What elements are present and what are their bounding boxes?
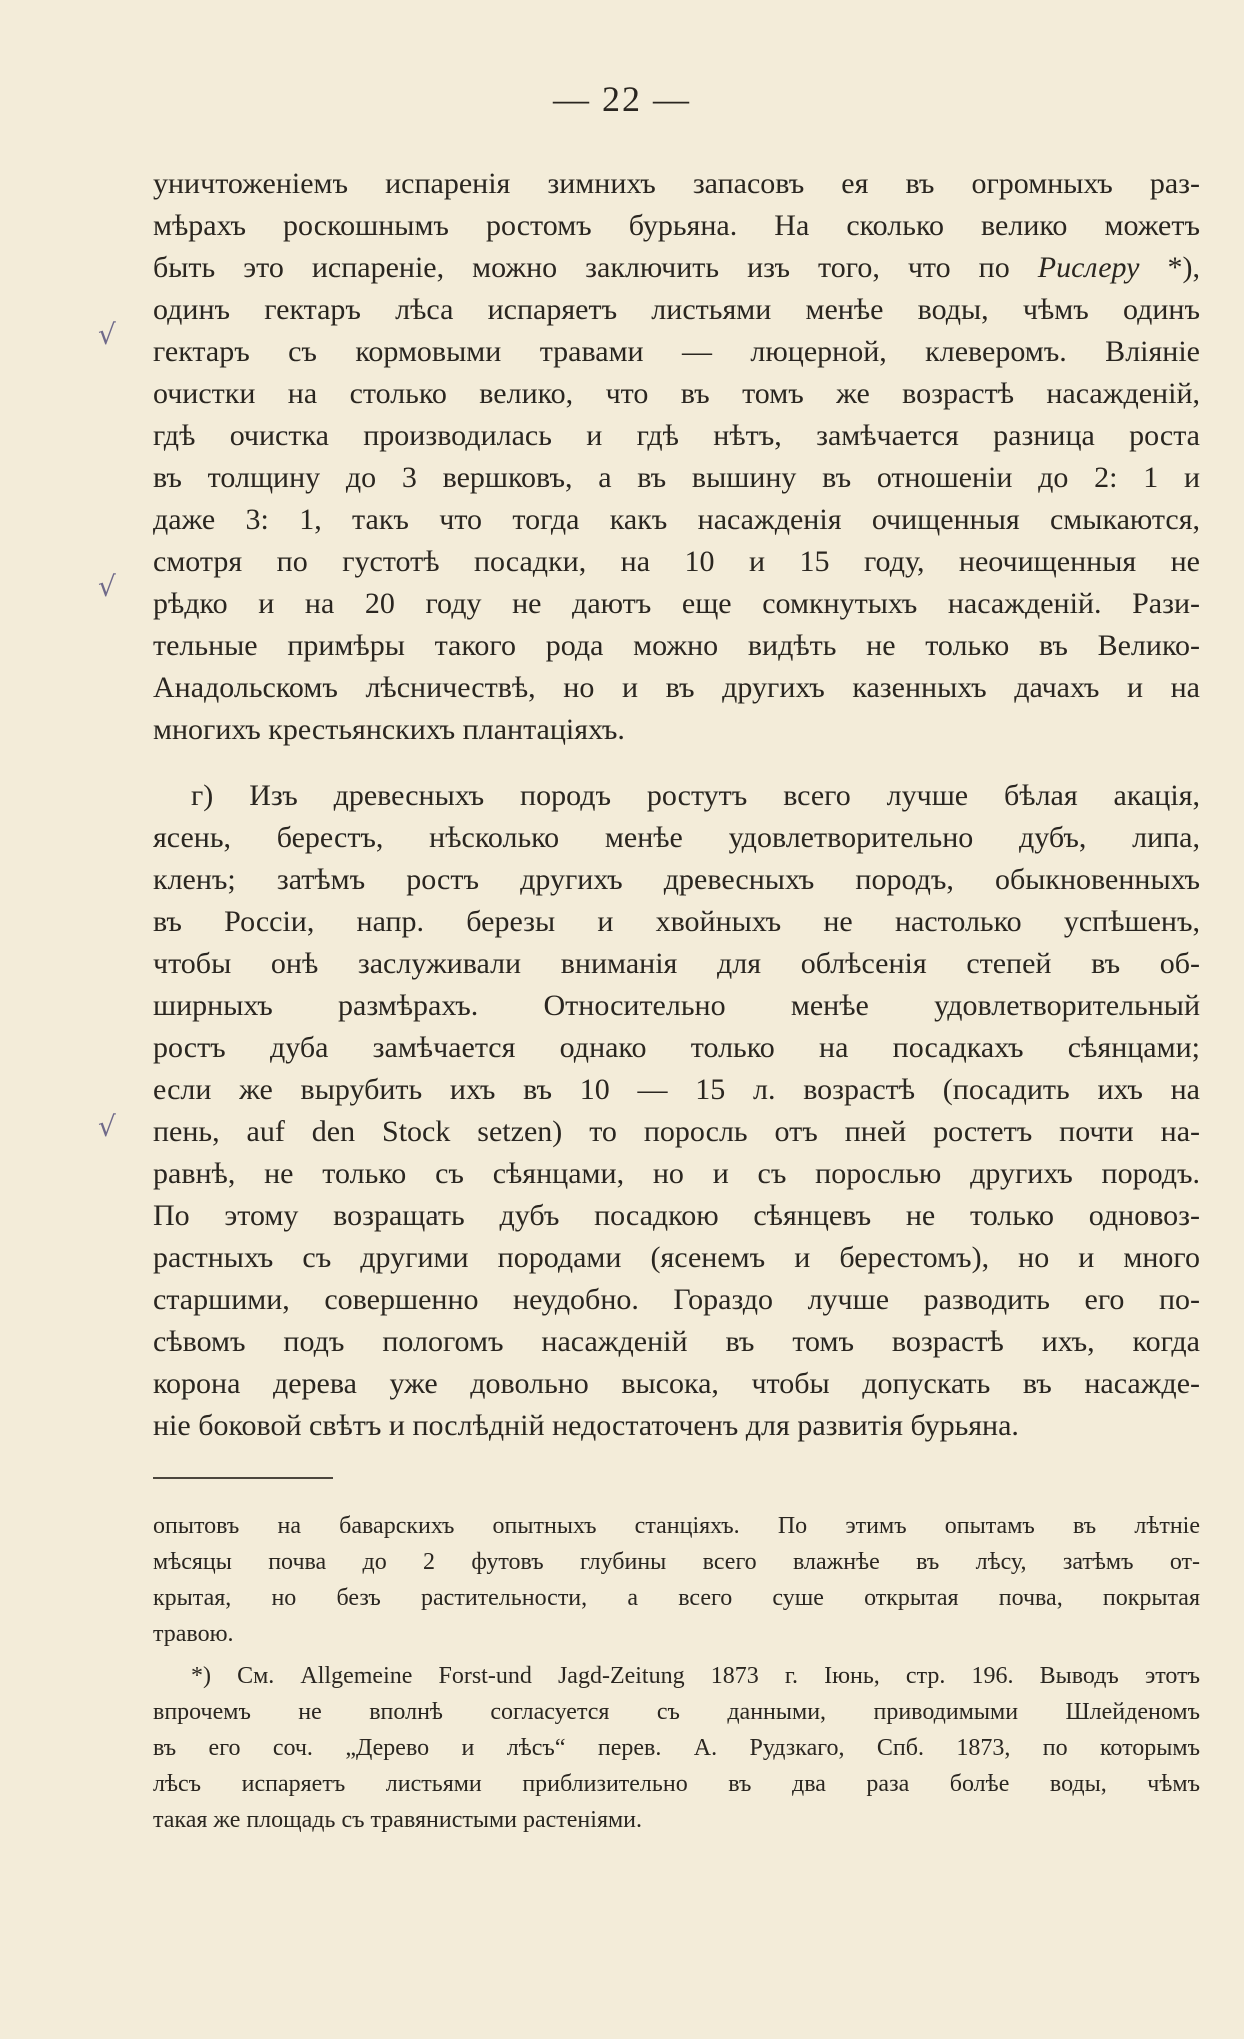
text-line: ясень, берестъ, нѣсколько менѣе удовлетворительно дубъ, липа, xyxy=(153,821,1200,854)
text-line: корона дерева уже довольно высока, чтобы допускать въ насажде- xyxy=(153,1367,1200,1400)
text-line: По этому возращать дубъ посадкою сѣянцевъ не только одновоз- xyxy=(153,1199,1200,1232)
text-line: смотря по густотѣ посадки, на 10 и 15 году, неочищенныя не xyxy=(153,545,1200,578)
text-line: Анадольскомъ лѣсничествѣ, но и въ другихъ казенныхъ дачахъ и на xyxy=(153,671,1200,704)
text-line: равнѣ, не только съ сѣянцами, но и съ порослью другихъ породъ. xyxy=(153,1157,1200,1190)
text-line: такая же площадь съ травянистыми растеніями. xyxy=(153,1807,643,1833)
margin-check-mark: √ xyxy=(98,1110,116,1143)
text-line xyxy=(153,247,1200,289)
footnote-separator xyxy=(153,1477,333,1479)
text-line: г) Изъ древесныхъ породъ ростутъ всего лучше бѣлая акація, xyxy=(191,779,1200,812)
text-line: даже 3: 1, такъ что тогда какъ насажденія очищенныя смыкаются, xyxy=(153,503,1200,536)
main-text xyxy=(153,163,1200,1447)
text-fragment: *), xyxy=(1139,251,1200,284)
text-line: лѣсъ испаряетъ листьями приблизительно въ два раза болѣе воды, чѣмъ xyxy=(153,1771,1200,1797)
text-line: въ толщину до 3 вершковъ, а въ вышину въ отношеніи до 2: 1 и xyxy=(153,461,1200,494)
footnote xyxy=(153,1658,1200,1838)
text-line: старшими, совершенно неудобно. Гораздо лучше разводить его по- xyxy=(153,1283,1200,1316)
text-line: опытовъ на баварскихъ опытныхъ станціяхъ. По этимъ опытамъ въ лѣтніе xyxy=(153,1513,1200,1539)
text-line: чтобы онѣ заслуживали вниманія для облѣсенія степей въ об- xyxy=(153,947,1200,980)
text-line: гдѣ очистка производилась и гдѣ нѣтъ, замѣчается разница роста xyxy=(153,419,1200,452)
text-line: впрочемъ не вполнѣ согласуется съ данными, приводимыми Шлейденомъ xyxy=(153,1699,1200,1725)
text-line: пень, auf den Stock setzen) то поросль отъ пней ростетъ почти на- xyxy=(153,1115,1200,1148)
text-line: если же вырубить ихъ въ 10 — 15 л. возрастѣ (посадить ихъ на xyxy=(153,1073,1200,1106)
text-line: одинъ гектаръ лѣса испаряетъ листьями менѣе воды, чѣмъ одинъ xyxy=(153,293,1200,326)
text-line: ростъ дуба замѣчается однако только на посадкахъ сѣянцами; xyxy=(153,1031,1200,1064)
text-line: мѣрахъ роскошнымъ ростомъ бурьяна. На сколько велико можетъ xyxy=(153,209,1200,242)
footnotes xyxy=(153,1508,1200,1838)
text-line: кленъ; затѣмъ ростъ другихъ древесныхъ породъ, обыкновенныхъ xyxy=(153,863,1200,896)
text-line: *) См. Allgemeine Forst-und Jagd-Zeitung 1873 г. Іюнь, стр. 196. Выводъ этотъ xyxy=(191,1663,1200,1689)
text-line: гектаръ съ кормовыми травами — люцерной, клеверомъ. Вліяніе xyxy=(153,335,1200,368)
text-line: многихъ крестьянскихъ плантаціяхъ. xyxy=(153,713,625,746)
paragraph xyxy=(153,775,1200,1447)
text-line: ніе боковой свѣтъ и послѣдній недостаточенъ для развитія бурьяна. xyxy=(153,1409,1019,1442)
text-line: очистки на столько велико, что въ томъ же возрастѣ насажденій, xyxy=(153,377,1200,410)
text-line: въ Россіи, напр. березы и хвойныхъ не настолько успѣшенъ, xyxy=(153,905,1200,938)
margin-check-mark: √ xyxy=(98,318,116,351)
text-line: уничтоженіемъ испаренія зимнихъ запасовъ ея въ огромныхъ раз- xyxy=(153,167,1200,200)
text-line: мѣсяцы почва до 2 футовъ глубины всего влажнѣе въ лѣсу, затѣмъ от- xyxy=(153,1549,1200,1575)
text-line: рѣдко и на 20 году не даютъ еще сомкнутыхъ насажденій. Рази- xyxy=(153,587,1200,620)
text-fragment: быть это испареніе, можно заключить изъ того, что по xyxy=(153,251,1038,284)
text-line: сѣвомъ подъ пологомъ насажденій въ томъ возрастѣ ихъ, когда xyxy=(153,1325,1200,1358)
text-line: ширныхъ размѣрахъ. Относительно менѣе удовлетворительный xyxy=(153,989,1200,1022)
page-number: — 22 — xyxy=(553,79,691,119)
text-line: травою. xyxy=(153,1621,234,1647)
text-line: въ его соч. „Дерево и лѣсъ“ перев. А. Рудзкаго, Спб. 1873, по которымъ xyxy=(153,1735,1200,1761)
text-line: тельные примѣры такого рода можно видѣть не только въ Велико- xyxy=(153,629,1200,662)
text-line: крытая, но безъ растительности, а всего суше открытая почва, покрытая xyxy=(153,1585,1200,1611)
text-line: растныхъ съ другими породами (ясенемъ и берестомъ), но и много xyxy=(153,1241,1200,1274)
footnote xyxy=(153,1508,1200,1652)
margin-check-mark: √ xyxy=(98,570,116,603)
author-name: Рислеру xyxy=(1037,251,1140,284)
paragraph xyxy=(153,163,1200,751)
